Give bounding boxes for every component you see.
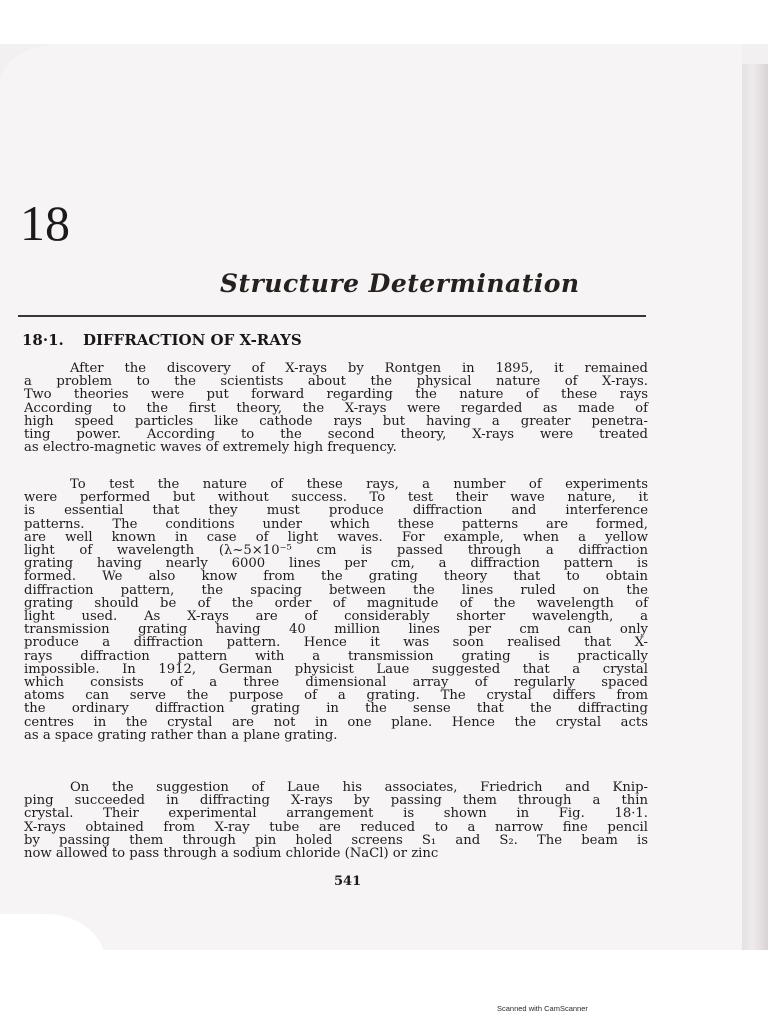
text-line: as electro-magnetic waves of extremely high frequency. xyxy=(24,440,397,456)
text-line: After the discovery of X-rays by Rontgen in 1895, it remained xyxy=(70,361,648,376)
text-line: high speed particles like cathode rays but having a greater penetra- xyxy=(24,413,648,429)
section-heading xyxy=(22,331,302,349)
scanner-watermark: Scanned with CamScanner xyxy=(497,1004,588,1013)
page-number: 541 xyxy=(334,874,362,889)
paragraph-3 xyxy=(24,781,648,860)
text-line: According to the first theory, the X-rays were regarded as made of xyxy=(24,400,648,416)
text-line: grating having nearly 6000 lines per cm, a diffraction pattern is xyxy=(24,556,648,572)
text-line: is essential that they must produce diffraction and interference xyxy=(24,503,648,519)
text-line: by passing them through pin holed screens S₁ and S₂. The beam is xyxy=(24,832,648,848)
text-line: centres in the crystal are not in one plane. Hence the crystal acts xyxy=(24,714,648,730)
text-line: the ordinary diffraction grating in the sense that the diffracting xyxy=(24,701,648,717)
text-line: To test the nature of these rays, a number of experiments xyxy=(70,477,648,492)
section-title: DIFFRACTION OF X-RAYS xyxy=(83,331,302,349)
title-divider xyxy=(18,315,646,317)
text-line: transmission grating having 40 million lines per cm can only xyxy=(24,622,648,638)
text-line: crystal. Their experimental arrangement is shown in Fig. 18·1. xyxy=(24,806,648,822)
text-line: atoms can serve the purpose of a grating. The crystal differs from xyxy=(24,688,648,704)
text-line: light used. As X-rays are of considerably shorter wavelength, a xyxy=(24,609,648,625)
chapter-number: 18 xyxy=(20,195,70,251)
text-line: ping succeeded in diffracting X-rays by passing them through a thin xyxy=(24,793,648,809)
chapter-title: Structure Determination xyxy=(220,269,580,298)
text-line: diffraction pattern, the spacing between the lines ruled on the xyxy=(24,582,648,598)
text-line: now allowed to pass through a sodium chloride (NaCl) or zinc xyxy=(24,846,439,862)
text-line: which consists of a three dimensional array of regularly spaced xyxy=(24,675,648,691)
paragraph-1 xyxy=(24,362,648,454)
text-line: ting power. According to the second theory, X-rays were treated xyxy=(24,427,648,443)
text-line: as a space grating rather than a plane grating. xyxy=(24,727,338,743)
text-line: patterns. The conditions under which these patterns are formed, xyxy=(24,516,648,532)
text-line: a problem to the scientists about the physical nature of X-rays. xyxy=(24,374,648,390)
text-line: On the suggestion of Laue his associates, Friedrich and Knip- xyxy=(70,780,648,795)
paragraph-2 xyxy=(24,478,648,742)
text-line: rays diffraction pattern with a transmission grating is practically xyxy=(24,648,648,664)
text-line: are well known in case of light waves. For example, when a yellow xyxy=(24,529,648,545)
text-line: grating should be of the order of magnitude of the wavelength of xyxy=(24,595,648,611)
text-line: formed. We also know from the grating theory that to obtain xyxy=(24,569,648,585)
scanned-page-area xyxy=(0,44,768,950)
text-line: Two theories were put forward regarding the nature of these rays xyxy=(24,387,648,403)
section-number: 18·1. xyxy=(22,331,64,349)
page-edge xyxy=(742,64,768,950)
text-line: impossible. In 1912, German physicist Laue suggested that a crystal xyxy=(24,661,648,677)
book-page xyxy=(0,44,742,950)
text-line: X-rays obtained from X-ray tube are reduced to a narrow fine pencil xyxy=(24,819,648,835)
text-line: light of wavelength (λ~5×10⁻⁵ cm is passed through a diffraction xyxy=(24,543,648,559)
text-line: were performed but without success. To test their wave nature, it xyxy=(24,490,648,506)
text-line: produce a diffraction pattern. Hence it was soon realised that X- xyxy=(24,635,648,651)
